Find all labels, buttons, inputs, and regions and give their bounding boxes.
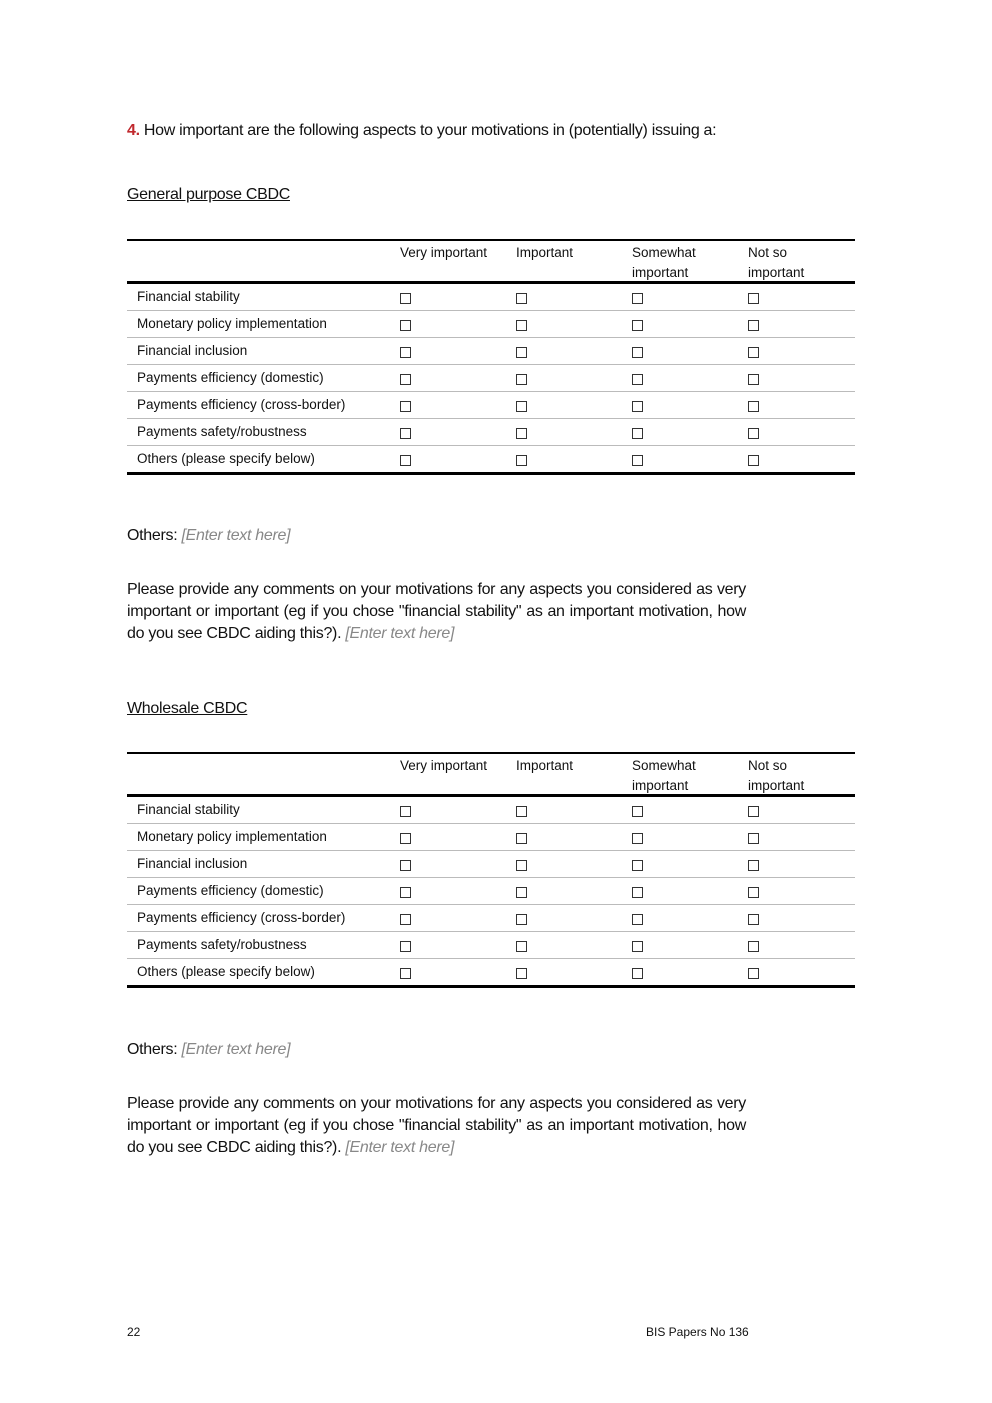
checkbox[interactable] xyxy=(632,806,643,817)
publication-name: BIS Papers No 136 xyxy=(646,1325,749,1339)
row-label: Financial inclusion xyxy=(137,343,248,358)
checkbox[interactable] xyxy=(400,455,411,466)
checkbox[interactable] xyxy=(516,428,527,439)
checkbox[interactable] xyxy=(748,887,759,898)
checkbox[interactable] xyxy=(748,860,759,871)
checkbox[interactable] xyxy=(516,887,527,898)
checkbox[interactable] xyxy=(632,347,643,358)
checkbox[interactable] xyxy=(400,347,411,358)
checkbox[interactable] xyxy=(748,968,759,979)
checkbox[interactable] xyxy=(516,374,527,385)
question-text: 4. How important are the following aspects to your motivations in (potentially) issuing a: xyxy=(127,122,717,139)
table-row xyxy=(127,338,855,365)
checkbox[interactable] xyxy=(632,833,643,844)
column-header: Not so important xyxy=(748,245,805,280)
checkbox[interactable] xyxy=(516,455,527,466)
table-row xyxy=(127,905,855,932)
checkbox[interactable] xyxy=(748,320,759,331)
importance-table xyxy=(127,752,855,988)
column-header: Somewhat important xyxy=(632,245,696,280)
checkbox[interactable] xyxy=(632,887,643,898)
row-label: Monetary policy implementation xyxy=(137,829,327,844)
checkbox[interactable] xyxy=(400,401,411,412)
checkbox[interactable] xyxy=(748,293,759,304)
column-header: Very important xyxy=(400,758,488,773)
column-header: Somewhat important xyxy=(632,758,696,793)
table-row xyxy=(127,284,855,311)
checkbox[interactable] xyxy=(400,941,411,952)
checkbox[interactable] xyxy=(400,374,411,385)
others-line: Others: [Enter text here] xyxy=(127,1041,291,1058)
table-header xyxy=(127,241,855,284)
checkbox[interactable] xyxy=(632,968,643,979)
table-header xyxy=(127,754,855,797)
page-number: 22 xyxy=(127,1325,141,1339)
row-label: Payments efficiency (cross-border) xyxy=(137,910,346,925)
checkbox[interactable] xyxy=(748,401,759,412)
row-label: Financial stability xyxy=(137,289,240,304)
checkbox[interactable] xyxy=(748,833,759,844)
row-label: Financial inclusion xyxy=(137,856,248,871)
checkbox[interactable] xyxy=(400,833,411,844)
comment-paragraph: Please provide any comments on your motivations for any aspects you considered as very important or important (eg if you chose "financial stability" as an important motivation, how do you see CBDC aiding this?). [Enter text here] xyxy=(127,1095,746,1156)
checkbox[interactable] xyxy=(632,860,643,871)
section-title: Wholesale CBDC xyxy=(127,700,248,717)
table-row xyxy=(127,851,855,878)
checkbox[interactable] xyxy=(400,914,411,925)
row-label: Others (please specify below) xyxy=(137,451,315,466)
checkbox[interactable] xyxy=(400,428,411,439)
checkbox[interactable] xyxy=(632,293,643,304)
question-number: 4. xyxy=(127,122,140,139)
checkbox[interactable] xyxy=(400,293,411,304)
row-label: Payments efficiency (domestic) xyxy=(137,883,324,898)
table-row xyxy=(127,959,855,985)
table-row xyxy=(127,878,855,905)
section-title: General purpose CBDC xyxy=(127,186,290,203)
checkbox[interactable] xyxy=(632,914,643,925)
checkbox[interactable] xyxy=(400,860,411,871)
checkbox[interactable] xyxy=(516,320,527,331)
checkbox[interactable] xyxy=(748,428,759,439)
table-row xyxy=(127,311,855,338)
checkbox[interactable] xyxy=(748,347,759,358)
others-input[interactable]: [Enter text here] xyxy=(181,527,291,544)
column-header: Important xyxy=(516,245,574,260)
row-label: Payments efficiency (domestic) xyxy=(137,370,324,385)
checkbox[interactable] xyxy=(516,293,527,304)
column-header: Important xyxy=(516,758,574,773)
checkbox[interactable] xyxy=(516,968,527,979)
checkbox[interactable] xyxy=(632,941,643,952)
comment-input[interactable]: [Enter text here] xyxy=(345,1139,455,1156)
table-row xyxy=(127,365,855,392)
checkbox[interactable] xyxy=(400,887,411,898)
checkbox[interactable] xyxy=(516,941,527,952)
others-line: Others: [Enter text here] xyxy=(127,527,291,544)
row-label: Payments safety/robustness xyxy=(137,424,307,439)
comment-paragraph: Please provide any comments on your motivations for any aspects you considered as very important or important (eg if you chose "financial stability" as an important motivation, how do you see CBDC aiding this?). [Enter text here] xyxy=(127,581,746,642)
checkbox[interactable] xyxy=(400,968,411,979)
checkbox[interactable] xyxy=(748,941,759,952)
checkbox[interactable] xyxy=(748,455,759,466)
comment-input[interactable]: [Enter text here] xyxy=(345,625,455,642)
table-row xyxy=(127,446,855,472)
checkbox[interactable] xyxy=(632,455,643,466)
importance-table xyxy=(127,239,855,475)
row-label: Financial stability xyxy=(137,802,240,817)
row-label: Others (please specify below) xyxy=(137,964,315,979)
others-input[interactable]: [Enter text here] xyxy=(181,1041,291,1058)
checkbox[interactable] xyxy=(400,320,411,331)
table-row xyxy=(127,824,855,851)
checkbox[interactable] xyxy=(516,833,527,844)
checkbox[interactable] xyxy=(748,374,759,385)
table-row xyxy=(127,797,855,824)
checkbox[interactable] xyxy=(516,860,527,871)
checkbox[interactable] xyxy=(516,401,527,412)
column-header: Very important xyxy=(400,245,488,260)
row-label: Monetary policy implementation xyxy=(137,316,327,331)
row-label: Payments safety/robustness xyxy=(137,937,307,952)
checkbox[interactable] xyxy=(748,806,759,817)
table-row xyxy=(127,419,855,446)
checkbox[interactable] xyxy=(748,914,759,925)
checkbox[interactable] xyxy=(632,401,643,412)
row-label: Payments efficiency (cross-border) xyxy=(137,397,346,412)
table-row xyxy=(127,932,855,959)
checkbox[interactable] xyxy=(516,347,527,358)
checkbox[interactable] xyxy=(632,428,643,439)
checkbox[interactable] xyxy=(632,320,643,331)
checkbox[interactable] xyxy=(400,806,411,817)
checkbox[interactable] xyxy=(516,914,527,925)
checkbox[interactable] xyxy=(516,806,527,817)
checkbox[interactable] xyxy=(632,374,643,385)
column-header: Not so important xyxy=(748,758,805,793)
table-row xyxy=(127,392,855,419)
